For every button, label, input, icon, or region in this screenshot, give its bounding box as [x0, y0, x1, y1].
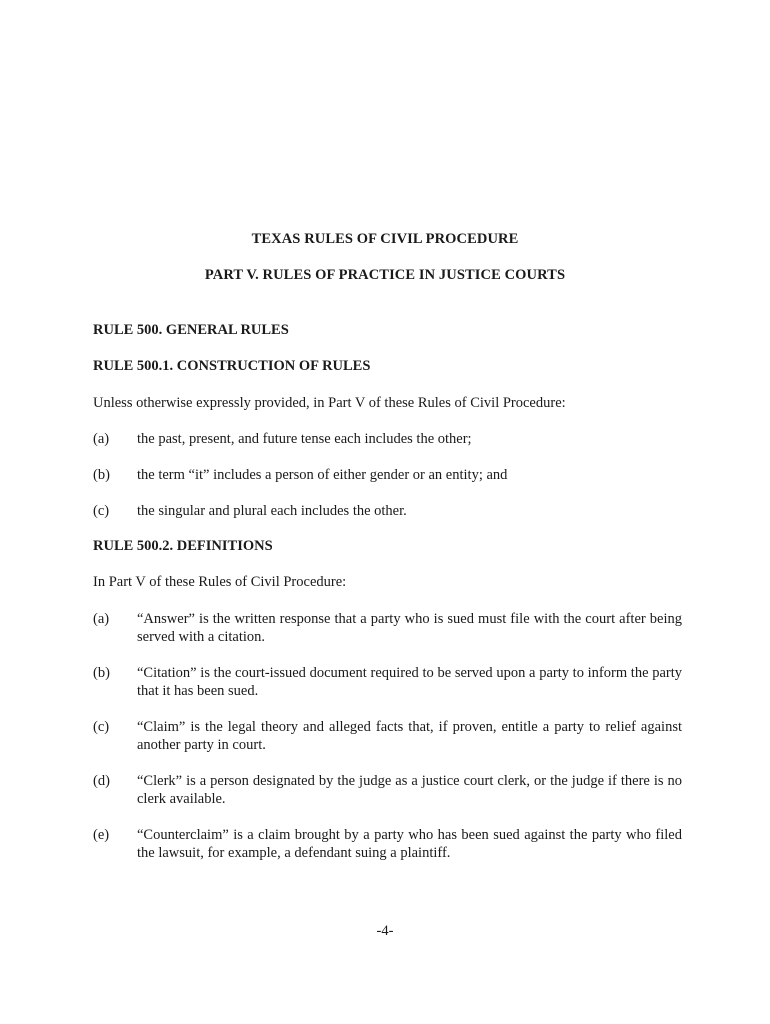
definition-text: “Claim” is the legal theory and alleged facts that, if proven, entitle a party to relief against another party in court.	[137, 719, 682, 753]
definition-label: (b)	[93, 665, 110, 681]
rule-500-1-heading: RULE 500.1. CONSTRUCTION OF RULES	[93, 358, 371, 374]
list-item-text: the term “it” includes a person of either gender or an entity; and	[137, 467, 508, 483]
list-item-text: the singular and plural each includes the other.	[137, 503, 407, 519]
list-item-text: the past, present, and future tense each includes the other;	[137, 431, 472, 447]
list-item-label: (b)	[93, 467, 110, 483]
definition-label: (d)	[93, 773, 110, 789]
rule-500-1-intro: Unless otherwise expressly provided, in Part V of these Rules of Civil Procedure:	[93, 395, 566, 411]
page-number: -4-	[376, 923, 394, 939]
rule-500-2-heading: RULE 500.2. DEFINITIONS	[93, 538, 273, 554]
rule-500-heading: RULE 500. GENERAL RULES	[93, 322, 289, 338]
list-item-label: (a)	[93, 431, 110, 447]
part-title: PART V. RULES OF PRACTICE IN JUSTICE COURTS	[204, 267, 566, 283]
document-title: TEXAS RULES OF CIVIL PROCEDURE	[251, 231, 519, 247]
definition-text: “Counterclaim” is a claim brought by a party who has been sued against the party who filed the lawsuit, for example, a defendant suing a plaintiff.	[137, 827, 682, 861]
definition-label: (c)	[93, 719, 110, 735]
rule-500-2-intro: In Part V of these Rules of Civil Procedure:	[93, 574, 347, 590]
definition-text: “Answer” is the written response that a party who is sued must file with the court after being served with a citation.	[137, 611, 682, 645]
list-item-label: (c)	[93, 503, 110, 519]
definition-label: (e)	[93, 827, 110, 843]
definition-text: “Clerk” is a person designated by the judge as a justice court clerk, or the judge if there is no clerk available.	[137, 773, 682, 807]
definition-label: (a)	[93, 611, 110, 627]
definition-text: “Citation” is the court-issued document required to be served upon a party to inform the party that it has been sued.	[137, 665, 682, 699]
